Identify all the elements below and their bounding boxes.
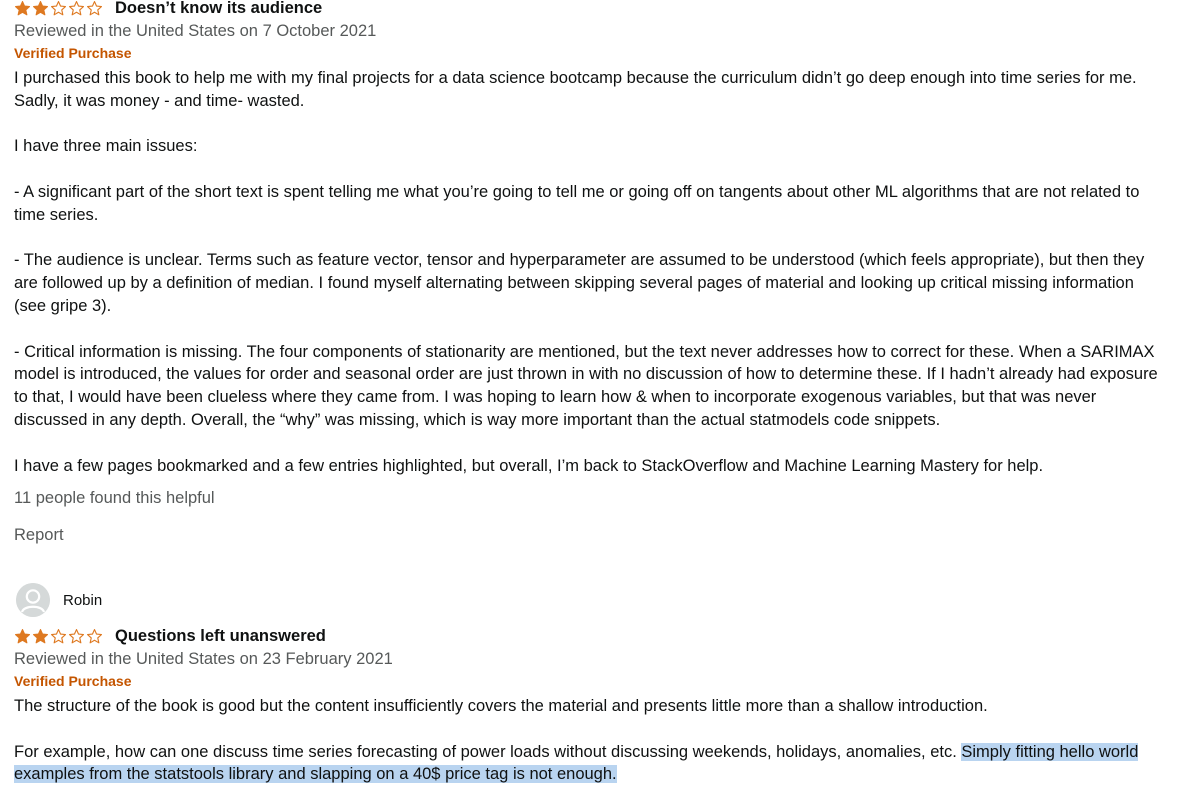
star-rating [14,628,103,645]
star-rating [14,0,103,17]
review-body [14,695,1164,786]
report-link[interactable]: Report [14,526,64,545]
review-paragraph: - Critical information is missing. The four components of stationarity are mentioned, but the text never addresses how to correct for these. When a SARIMAX model is introduced, the values for order and seasonal order are just thrown in with no discussion of how to determine these. If I hadn’t already had exposure to that, I would have been clueless where they came from. I was hoping to learn how & when to incorporate exogenous variables, but that was never discussed in any depth. Overall, the “why” was missing, which is way more important than the actual statmodels code snippets. [14,342,1158,429]
star-filled-icon [32,628,49,645]
review-2 [14,625,1164,786]
review-2-rating-row [14,625,1164,647]
selected-text-highlight: Simply fitting hello world examples from the statstools library and slapping on a 40$ price tag is not enough. [14,742,1139,784]
review-paragraph [14,741,1164,787]
star-filled-icon [14,0,31,17]
star-empty-icon [68,0,85,17]
star-filled-icon [32,0,49,17]
star-empty-icon [68,628,85,645]
star-empty-icon [50,628,67,645]
verified-purchase-badge: Verified Purchase [14,673,132,689]
review-paragraph: I have three main issues: [14,137,198,156]
review-text: For example, how can one discuss time series forecasting of power loads without discussing weekends, holidays, anomalies, etc. [14,742,962,761]
star-empty-icon [86,0,103,17]
star-empty-icon [50,0,67,17]
review-paragraph: - A significant part of the short text is spent telling me what you’re going to tell me or going off on tangents about other ML algorithms that are not related to time series. [14,182,1140,224]
review-title[interactable]: Questions left unanswered [115,626,326,645]
review-date: Reviewed in the United States on 7 October 2021 [14,22,377,40]
verified-purchase-badge: Verified Purchase [14,45,132,61]
review-body [14,67,1164,477]
reviewer-profile[interactable] [16,583,102,617]
star-filled-icon [14,628,31,645]
review-1-rating-row [14,0,1164,19]
helpful-count: 11 people found this helpful [14,489,215,508]
review-paragraph: - The audience is unclear. Terms such as feature vector, tensor and hyperparameter are assumed to be understood (which feels appropriate), but then they are followed up by a definition of median. I found myself alternating between skipping several pages of material and looking up critical missing information (see gripe 3). [14,251,1145,315]
default-user-avatar-icon [16,583,50,617]
reviewer-name[interactable]: Robin [63,591,103,609]
review-paragraph: The structure of the book is good but the content insufficiently covers the material and presents little more than a shallow introduction. [14,697,988,715]
review-paragraph: I have a few pages bookmarked and a few entries highlighted, but overall, I’m back to StackOverflow and Machine Learning Mastery for help. [14,456,1044,475]
review-1 [14,0,1164,546]
review-paragraph: I purchased this book to help me with my final projects for a data science bootcamp because the curriculum didn’t go deep enough into time series for me. Sadly, it was money - and time- wasted. [14,69,1137,110]
star-empty-icon [86,628,103,645]
review-title[interactable]: Doesn’t know its audience [115,0,323,17]
avatar-silhouette-icon [16,583,50,617]
review-date: Reviewed in the United States on 23 February 2021 [14,650,393,668]
